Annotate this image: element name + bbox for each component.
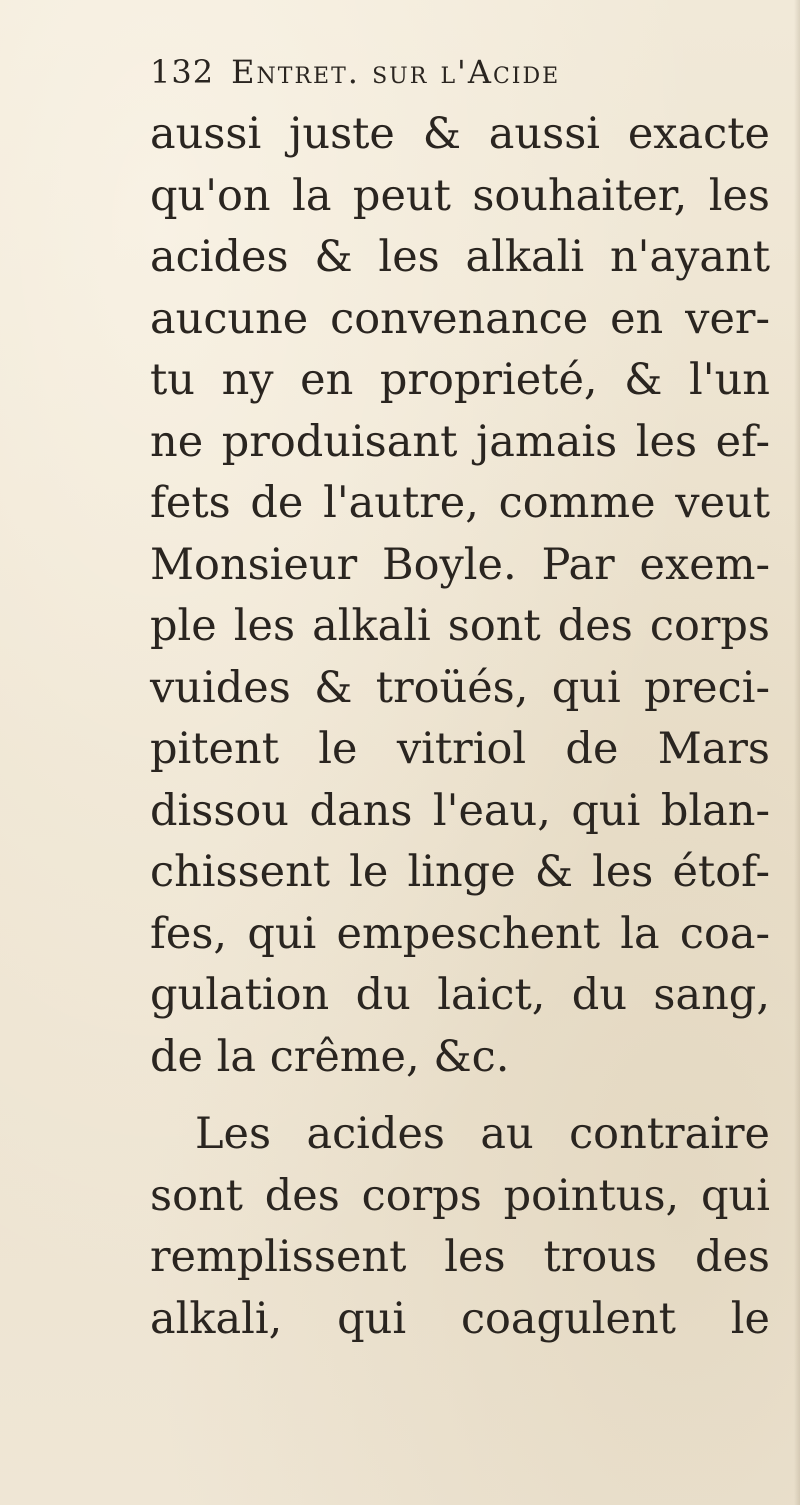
text-line: qu'on la peut souhaiter, les xyxy=(150,170,770,221)
text-line: remplissent les trous des xyxy=(150,1232,770,1282)
text-line: alkali, qui coagulent le xyxy=(150,1293,770,1344)
text-line: pitent le vitriol de Mars xyxy=(150,724,770,774)
text-line: gulation du laict, du sang, xyxy=(150,970,770,1020)
text-line: de la crême, &c. xyxy=(150,1031,510,1082)
text-line: fes, qui empeschent la coa- xyxy=(150,908,770,959)
text-line: aucune convenance en ver- xyxy=(150,293,770,344)
text-line: sont des corps pointus, qui xyxy=(150,1170,770,1221)
text-line: fets de l'autre, comme veut xyxy=(150,478,770,528)
paragraph-gap xyxy=(150,1088,770,1104)
text-line: Monsieur Boyle. Par exem- xyxy=(150,539,770,590)
text-line: ne produisant jamais les ef- xyxy=(150,416,770,467)
text-line: Les acides au contraire xyxy=(195,1109,770,1159)
running-head xyxy=(150,50,750,94)
paragraph-1 xyxy=(150,104,770,1088)
text-line: chissent le linge & les étof- xyxy=(150,847,770,897)
text-line: dissou dans l'eau, qui blan- xyxy=(150,785,770,836)
body-text xyxy=(150,104,770,1350)
paragraph-2 xyxy=(150,1104,770,1350)
page-edge-shadow xyxy=(794,0,800,1505)
page-number: 132 xyxy=(150,53,215,91)
text-line: aussi juste & aussi exacte xyxy=(150,109,770,159)
text-line: tu ny en proprieté, & l'un xyxy=(150,355,770,405)
text-line: acides & les alkali n'ayant xyxy=(150,232,770,282)
text-line: vuides & troüés, qui preci- xyxy=(150,662,770,713)
running-title: Entret. sur l'Acide xyxy=(231,53,561,91)
text-line: ple les alkali sont des corps xyxy=(150,601,770,651)
